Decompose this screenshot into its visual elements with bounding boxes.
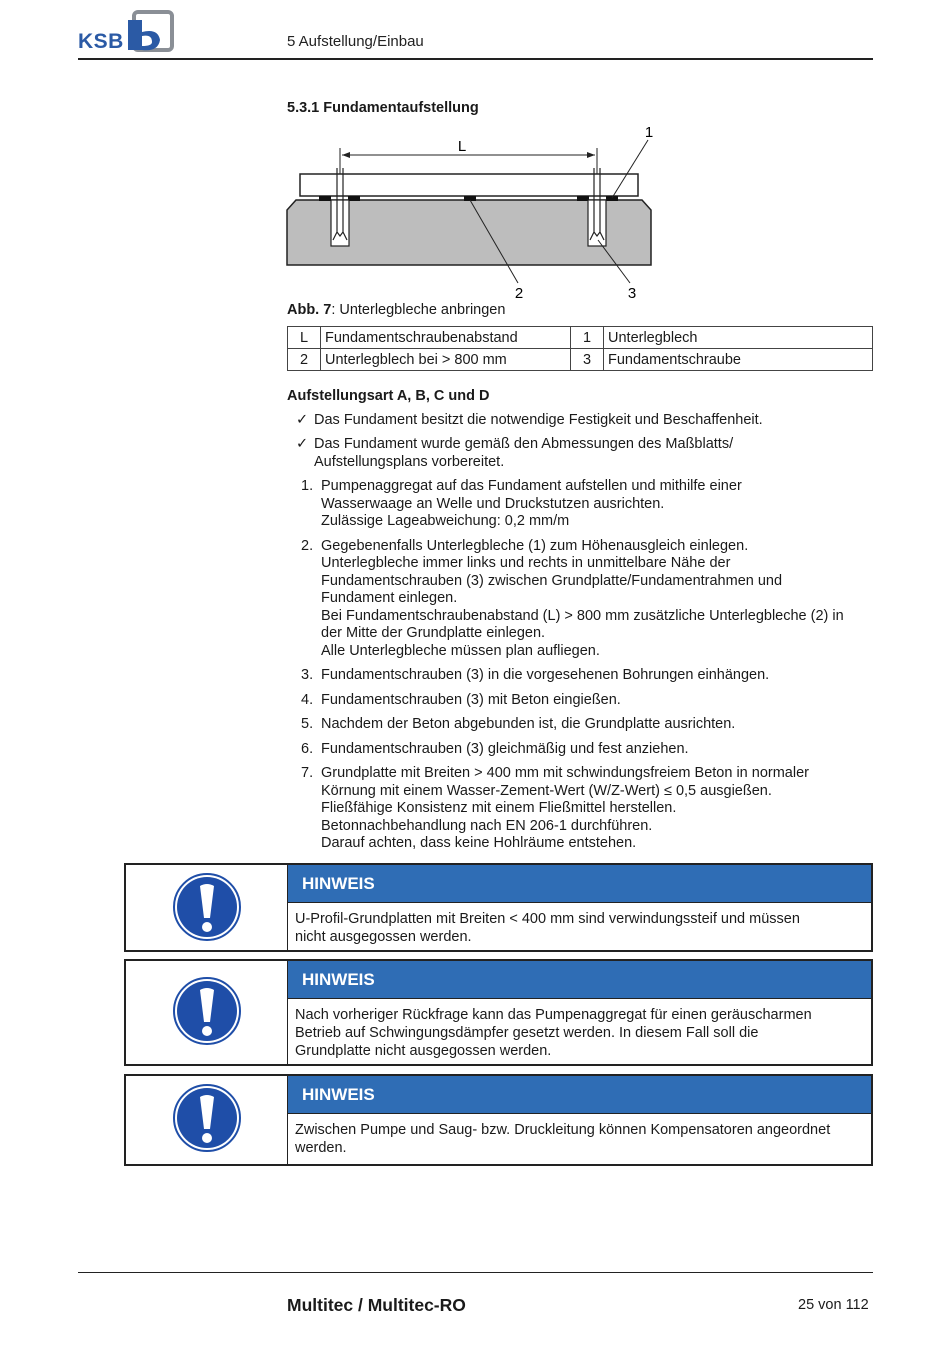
notice-body xyxy=(295,1121,863,1157)
notice-text: U-Profil-Grundplatten mit Breiten < 400 mm sind verwindungssteif und müssen xyxy=(295,911,800,927)
legend-table xyxy=(287,326,873,371)
step-text: Fundament einlegen. xyxy=(321,590,458,606)
base-plate xyxy=(300,174,638,196)
notice-box xyxy=(124,863,873,952)
notice-body xyxy=(295,910,863,946)
step-text: Grundplatte mit Breiten > 400 mm mit schwindungsfreiem Beton in normaler xyxy=(321,765,809,781)
step-number: 7. xyxy=(301,765,314,781)
header-divider xyxy=(78,58,873,60)
exclamation-icon xyxy=(172,976,242,1046)
exclamation-icon xyxy=(172,1083,242,1153)
figure-caption-label: Abb. 7 xyxy=(287,302,332,318)
legend-description: Unterlegblech bei > 800 mm xyxy=(321,349,571,371)
step-text: Zulässige Lageabweichung: 0,2 mm/m xyxy=(321,513,570,529)
step-number: 4. xyxy=(301,691,314,708)
step-text: Pumpenaggregat auf das Fundament aufstellen und mithilfe einer xyxy=(321,478,742,494)
step-item xyxy=(287,538,877,661)
legend-number: 1 xyxy=(571,327,604,349)
callout-3: 3 xyxy=(627,285,637,302)
shim xyxy=(319,196,331,201)
notice-text: Zwischen Pumpe und Saug- bzw. Druckleitung können Kompensatoren angeordnet xyxy=(295,1122,831,1138)
legend-number: 3 xyxy=(571,349,604,371)
legend-description: Fundamentschraubenabstand xyxy=(321,327,571,349)
precondition-text: Aufstellungsplans vorbereitet. xyxy=(314,453,505,470)
step-item xyxy=(287,667,877,685)
figure-caption xyxy=(287,302,505,318)
exclamation-icon xyxy=(172,872,242,942)
legend-number: 2 xyxy=(288,349,321,371)
step-item xyxy=(287,765,877,853)
footer-divider xyxy=(78,1272,873,1273)
dimension-label: L xyxy=(457,138,467,155)
precondition-item xyxy=(287,436,877,471)
notice-icon-cell xyxy=(126,865,288,950)
precondition-item xyxy=(287,412,877,430)
notice-title: HINWEIS xyxy=(288,961,871,999)
step-text: Fundamentschrauben (3) in die vorgesehenen Bohrungen einhängen. xyxy=(321,667,770,683)
step-text: Nachdem der Beton abgebunden ist, die Grundplatte ausrichten. xyxy=(321,716,736,732)
precondition-text: Das Fundament besitzt die notwendige Festigkeit und Beschaffenheit. xyxy=(314,411,763,428)
notice-title: HINWEIS xyxy=(288,1076,871,1114)
step-text: Fundamentschrauben (3) mit Beton eingießen. xyxy=(321,691,621,708)
shim xyxy=(577,196,589,201)
notice-text: Nach vorheriger Rückfrage kann das Pumpenaggregat für einen geräuscharmen xyxy=(295,1007,812,1023)
notice-icon-cell xyxy=(126,1076,288,1164)
legend-number: L xyxy=(288,327,321,349)
step-text: Unterlegbleche immer links und rechts in unmittelbare Nähe der xyxy=(321,555,731,571)
shim xyxy=(348,196,360,201)
page-number: 25 von 112 xyxy=(798,1297,869,1313)
step-number: 3. xyxy=(301,667,314,683)
shim xyxy=(606,196,618,201)
figure-caption-text: : Unterlegbleche anbringen xyxy=(331,302,506,318)
notice-box xyxy=(124,1074,873,1166)
notice-text: Grundplatte nicht ausgegossen werden. xyxy=(295,1043,552,1059)
notice-title: HINWEIS xyxy=(288,865,871,903)
step-text: Wasserwaage an Welle und Druckstutzen ausrichten. xyxy=(321,495,665,512)
legend-description: Unterlegblech xyxy=(604,327,873,349)
header-title: 5 Aufstellung/Einbau xyxy=(287,33,424,50)
check-icon: ✓ xyxy=(296,411,309,428)
step-item xyxy=(287,478,877,531)
step-item xyxy=(287,741,877,759)
notice-text: werden. xyxy=(295,1140,347,1156)
step-text: Fundamentschrauben (3) zwischen Grundplatte/Fundamentrahmen und xyxy=(321,572,783,589)
callout-1: 1 xyxy=(644,124,654,141)
notice-box xyxy=(124,959,873,1066)
step-text: Bei Fundamentschraubenabstand (L) > 800 mm zusätzliche Unterlegbleche (2) in xyxy=(321,607,844,624)
footer-title: Multitec / Multitec-RO xyxy=(287,1295,466,1315)
step-text: Gegebenenfalls Unterlegbleche (1) zum Höhenausgleich einlegen. xyxy=(321,537,749,554)
check-icon: ✓ xyxy=(296,436,309,452)
ksb-logo-mark-icon xyxy=(128,8,176,54)
precondition-text: Das Fundament wurde gemäß den Abmessungen des Maßblatts/ xyxy=(314,436,734,452)
procedure-heading: Aufstellungsart A, B, C und D xyxy=(287,388,490,404)
step-text: Alle Unterlegbleche müssen plan aufliegen. xyxy=(321,642,600,659)
legend-description: Fundamentschraube xyxy=(604,349,873,371)
step-number: 1. xyxy=(301,478,314,494)
logo-text: KSB xyxy=(78,30,124,53)
step-text: Körnung mit einem Wasser-Zement-Wert (W/Z-Wert) ≤ 0,5 ausgießen. xyxy=(321,782,772,799)
step-text: Betonnachbehandlung nach EN 206-1 durchführen. xyxy=(321,817,653,834)
step-text: Fundamentschrauben (3) gleichmäßig und fest anziehen. xyxy=(321,740,689,757)
step-text: Fließfähige Konsistenz mit einem Fließmittel herstellen. xyxy=(321,800,677,816)
ksb-logo xyxy=(78,8,178,54)
step-text: Darauf achten, dass keine Hohlräume entstehen. xyxy=(321,835,637,851)
table-row xyxy=(288,327,873,349)
foundation-diagram xyxy=(280,120,680,310)
step-item xyxy=(287,692,877,710)
step-item xyxy=(287,716,877,734)
step-number: 5. xyxy=(301,716,314,732)
step-number: 2. xyxy=(301,537,314,554)
procedure xyxy=(287,388,877,860)
notice-text: Betrieb auf Schwingungsdämpfer gesetzt werden. In diesem Fall soll die xyxy=(295,1025,759,1041)
notice-icon-cell xyxy=(126,961,288,1064)
section-heading: 5.3.1 Fundamentaufstellung xyxy=(287,100,479,116)
notice-body xyxy=(295,1006,863,1060)
table-row xyxy=(288,349,873,371)
step-number: 6. xyxy=(301,740,314,757)
notice-text: nicht ausgegossen werden. xyxy=(295,929,472,945)
step-text: der Mitte der Grundplatte einlegen. xyxy=(321,625,546,641)
callout-2: 2 xyxy=(514,285,524,302)
